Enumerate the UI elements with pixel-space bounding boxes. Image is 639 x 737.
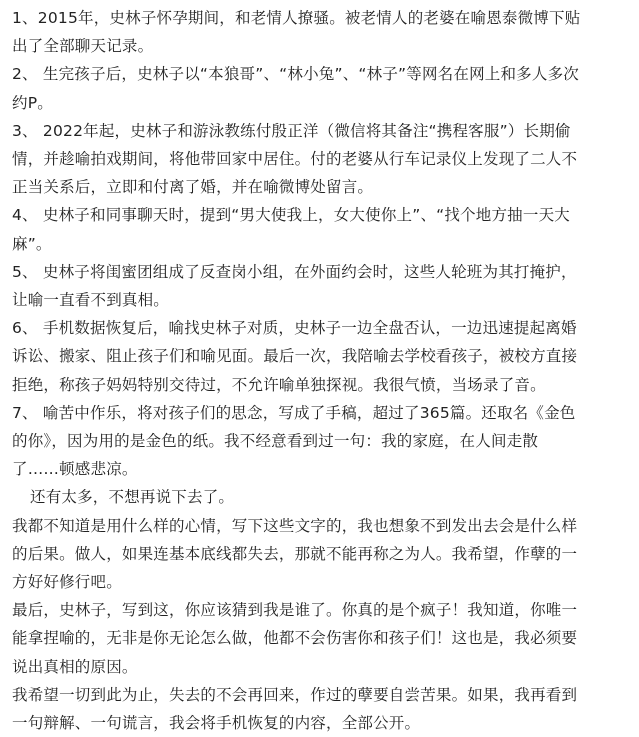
text-line: 约P。 bbox=[12, 93, 53, 112]
text-line: 一句辩解、一句谎言，我会将手机恢复的内容，全部公开。 bbox=[12, 714, 421, 733]
paragraph-7 bbox=[12, 399, 625, 484]
text-line: 了……顿感悲凉。 bbox=[12, 460, 138, 479]
text-line: 我都不知道是用什么样的心情，写下这些文字的，我也想象不到发出去会是什么样 bbox=[12, 516, 578, 535]
paragraph-8 bbox=[12, 483, 625, 511]
paragraph-4 bbox=[12, 201, 625, 257]
text-line: 1、2015年，史林子怀孕期间，和老情人撩骚。被老情人的老婆在喻恩泰微博下贴 bbox=[12, 9, 581, 27]
text-line: 正当关系后，立即和付离了婚，并在喻微博处留言。 bbox=[12, 178, 374, 197]
text-line: 出了全部聊天记录。 bbox=[12, 37, 154, 56]
paragraph-2 bbox=[12, 60, 625, 116]
text-line: 说出真相的原因。 bbox=[12, 657, 138, 676]
text-line: 的后果。做人，如果连基本底线都失去，那就不能再称之为人。我希望，作孽的一 bbox=[12, 544, 578, 563]
paragraph-10 bbox=[12, 596, 625, 681]
paragraph-6 bbox=[12, 314, 625, 399]
paragraph-3 bbox=[12, 117, 625, 202]
text-line: 还有太多，不想再说下去了。 bbox=[30, 488, 235, 507]
text-line: 我希望一切到此为止，失去的不会再回来，作过的孽要自尝苦果。如果，我再看到 bbox=[12, 685, 578, 704]
text-line: 麻”。 bbox=[12, 234, 52, 253]
text-line: 3、 2022年起，史林子和游泳教练付殷正洋（微信将其备注“携程客服”）长期偷 bbox=[12, 121, 571, 140]
paragraph-11 bbox=[12, 681, 625, 737]
text-line: 情，并趁喻拍戏期间，将他带回家中居住。付的老婆从行车记录仪上发现了二人不 bbox=[12, 150, 578, 169]
paragraph-9 bbox=[12, 512, 625, 597]
text-line: 2、 生完孩子后，史林子以“本狼哥”、“林小兔”、“林子”等网名在网上和多人多次 bbox=[12, 65, 579, 84]
text-line: 诉讼、搬家、阻止孩子们和喻见面。最后一次，我陪喻去学校看孩子，被校方直接 bbox=[12, 347, 578, 366]
paragraph-5 bbox=[12, 258, 625, 314]
text-line: 能拿捏喻的，无非是你无论怎么做，他都不会伤害你和孩子们！这也是，我必须要 bbox=[12, 629, 578, 648]
text-line: 5、 史林子将闺蜜团组成了反查岗小组，在外面约会时，这些人轮班为其打掩护， bbox=[12, 262, 577, 281]
text-line: 拒绝，称孩子妈妈特别交待过，不允许喻单独探视。我很气愤，当场录了音。 bbox=[12, 375, 546, 394]
text-line: 方好好修行吧。 bbox=[12, 573, 122, 592]
text-line: 4、 史林子和同事聊天时，提到“男大使我上，女大使你上”、“找个地方抽一天大 bbox=[12, 206, 570, 225]
text-line: 的你》，因为用的是金色的纸。我不经意看到过一句：我的家庭，在人间走散 bbox=[12, 432, 539, 451]
text-line: 最后，史林子，写到这，你应该猜到我是谁了。你真的是个疯子！我知道，你唯一 bbox=[12, 601, 578, 620]
paragraph-1 bbox=[12, 4, 625, 60]
text-line: 7、 喻苦中作乐，将对孩子们的思念，写成了手稿，超过了365篇。还取名《金色 bbox=[12, 403, 576, 422]
text-line: 让喻一直看不到真相。 bbox=[12, 291, 170, 310]
text-line: 6、 手机数据恢复后，喻找史林子对质，史林子一边全盘否认，一边迅速提起离婚 bbox=[12, 319, 577, 338]
